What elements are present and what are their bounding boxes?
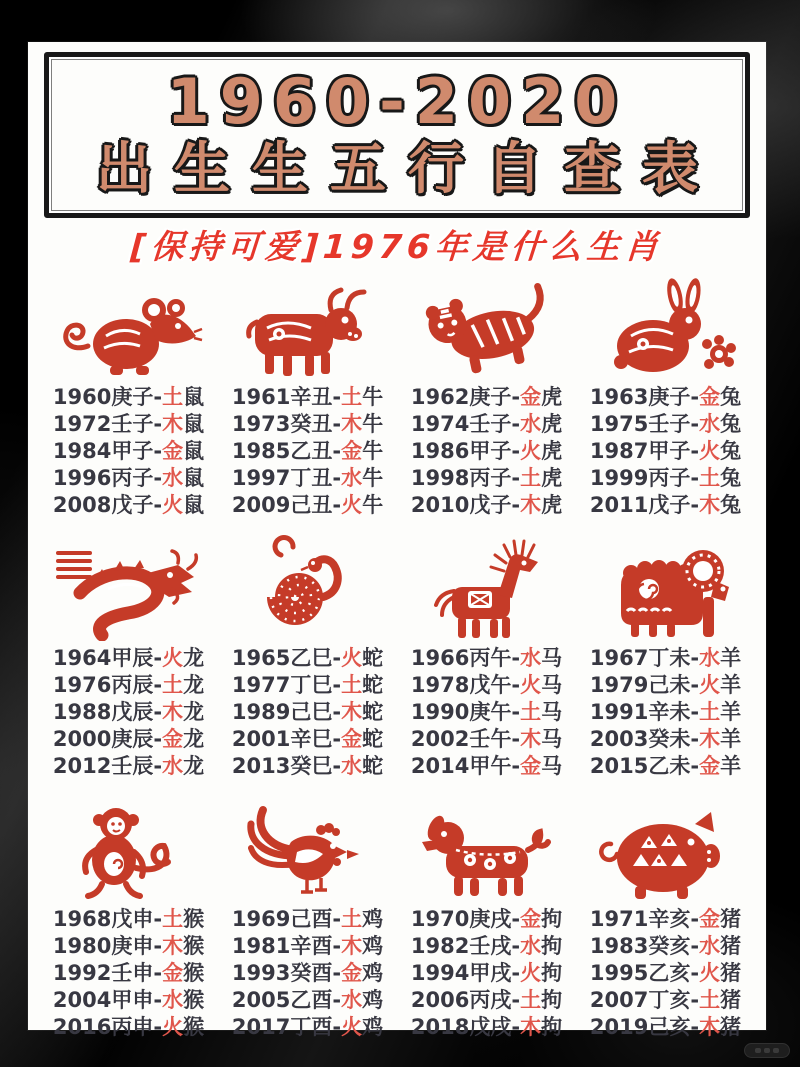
year-ganzhi-text: 2007丁亥-: [589, 988, 700, 1012]
animal-text: 蛇: [362, 673, 384, 697]
pig-icon-box: [579, 792, 752, 902]
subtitle: [保持可爱]1976年是什么生肖: [129, 227, 665, 266]
element-text: 金: [341, 727, 363, 751]
dragon-papercut-icon: [50, 535, 208, 641]
element-text: 土: [520, 988, 542, 1012]
zodiac-cell-horse: [400, 531, 573, 780]
element-text: 木: [520, 727, 542, 751]
year-element-line: [42, 933, 215, 960]
element-text: 金: [162, 439, 184, 463]
animal-text: 虎: [541, 439, 563, 463]
year-element-line: [42, 645, 215, 672]
animal-text: 牛: [362, 412, 384, 436]
year-element-line: [42, 753, 215, 780]
year-ganzhi-text: 1969己酉-: [231, 907, 342, 931]
animal-text: 马: [541, 754, 563, 778]
element-text: 火: [520, 439, 542, 463]
year-element-line: [400, 1014, 573, 1041]
animal-text: 猴: [183, 961, 205, 985]
year-ganzhi-text: 1977丁巳-: [231, 673, 342, 697]
year-ganzhi-text: 1967丁未-: [589, 646, 700, 670]
element-text: 火: [162, 1015, 184, 1039]
year-ganzhi-text: 2008戊子-: [52, 493, 163, 517]
element-text: 木: [341, 412, 363, 436]
zodiac-cell-monkey: [42, 792, 215, 1041]
zodiac-cell-tiger: [400, 270, 573, 519]
year-element-line: [400, 492, 573, 519]
element-text: 木: [520, 1015, 542, 1039]
animal-text: 兔: [720, 385, 742, 409]
poster-card: [28, 42, 766, 1039]
animal-text: 拘: [541, 988, 563, 1012]
year-ganzhi-text: 2009己丑-: [231, 493, 342, 517]
monkey-icon-box: [42, 792, 215, 902]
element-text: 火: [162, 646, 184, 670]
element-text: 火: [520, 961, 542, 985]
zodiac-cell-pig: [579, 792, 752, 1041]
zodiac-cell-snake: [221, 531, 394, 780]
element-text: 火: [520, 673, 542, 697]
animal-text: 兔: [720, 466, 742, 490]
zodiac-cell-dragon: [42, 531, 215, 780]
animal-text: 虎: [541, 493, 563, 517]
animal-text: 龙: [183, 700, 205, 724]
year-element-line: [221, 411, 394, 438]
year-ganzhi-text: 1982壬戌-: [410, 934, 521, 958]
element-text: 水: [162, 988, 184, 1012]
year-ganzhi-text: 1981辛酉-: [231, 934, 342, 958]
element-text: 木: [162, 934, 184, 958]
tiger-icon-box: [400, 270, 573, 380]
element-text: 木: [162, 700, 184, 724]
element-text: 水: [162, 754, 184, 778]
year-element-line: [400, 645, 573, 672]
year-ganzhi-text: 2003癸未-: [589, 727, 700, 751]
element-text: 木: [699, 493, 721, 517]
zodiac-cell-rooster: [221, 792, 394, 1041]
animal-text: 猪: [720, 961, 742, 985]
animal-text: 羊: [720, 700, 742, 724]
year-element-line: [400, 465, 573, 492]
year-element-line: [221, 438, 394, 465]
element-text: 金: [341, 439, 363, 463]
element-text: 土: [699, 988, 721, 1012]
animal-text: 鸡: [362, 961, 384, 985]
element-text: 土: [162, 673, 184, 697]
year-element-line: [579, 906, 752, 933]
element-text: 水: [520, 646, 542, 670]
element-text: 土: [162, 385, 184, 409]
year-ganzhi-text: 1968戊申-: [52, 907, 163, 931]
zodiac-grid: [42, 270, 752, 1041]
year-ganzhi-text: 1994甲戌-: [410, 961, 521, 985]
animal-text: 鼠: [183, 385, 205, 409]
watermark-pill: [744, 1043, 790, 1058]
dog-papercut-icon: [412, 796, 562, 902]
year-element-line: [579, 1014, 752, 1041]
snake-papercut-icon: [233, 535, 383, 641]
element-text: 土: [699, 700, 721, 724]
element-text: 金: [520, 754, 542, 778]
year-element-line: [42, 960, 215, 987]
year-element-line: [42, 1014, 215, 1041]
year-ganzhi-text: 1989己巳-: [231, 700, 342, 724]
element-text: 火: [699, 439, 721, 463]
element-text: 金: [699, 385, 721, 409]
animal-text: 兔: [720, 412, 742, 436]
snake-icon-box: [221, 531, 394, 641]
element-text: 木: [162, 412, 184, 436]
element-text: 金: [520, 907, 542, 931]
year-element-line: [579, 384, 752, 411]
year-ganzhi-text: 2015乙未-: [589, 754, 700, 778]
year-element-line: [42, 699, 215, 726]
animal-text: 虎: [541, 466, 563, 490]
element-text: 火: [341, 1015, 363, 1039]
year-element-line: [579, 411, 752, 438]
element-text: 土: [520, 466, 542, 490]
element-text: 土: [162, 907, 184, 931]
year-ganzhi-text: 1961辛丑-: [231, 385, 342, 409]
animal-text: 牛: [362, 493, 384, 517]
year-element-line: [579, 492, 752, 519]
year-element-line: [400, 726, 573, 753]
animal-text: 兔: [720, 493, 742, 517]
animal-text: 马: [541, 700, 563, 724]
page-title: 出生生五行自查表: [96, 137, 720, 202]
year-ganzhi-text: 1992壬申-: [52, 961, 163, 985]
element-text: 土: [699, 466, 721, 490]
animal-text: 拘: [541, 1015, 563, 1039]
animal-text: 羊: [720, 727, 742, 751]
element-text: 金: [520, 385, 542, 409]
element-text: 土: [341, 673, 363, 697]
element-text: 水: [520, 412, 542, 436]
year-element-line: [400, 438, 573, 465]
animal-text: 龙: [183, 646, 205, 670]
tiger-papercut-icon: [412, 274, 562, 380]
element-text: 水: [699, 412, 721, 436]
year-element-line: [221, 726, 394, 753]
title-years: 1960-2020: [166, 65, 628, 138]
animal-text: 龙: [183, 727, 205, 751]
year-element-line: [221, 960, 394, 987]
zodiac-cell-ox: [221, 270, 394, 519]
year-ganzhi-text: 2016丙申-: [52, 1015, 163, 1039]
animal-text: 拘: [541, 907, 563, 931]
horse-icon-box: [400, 531, 573, 641]
year-element-line: [400, 411, 573, 438]
animal-text: 羊: [720, 673, 742, 697]
animal-text: 猪: [720, 1015, 742, 1039]
animal-text: 马: [541, 727, 563, 751]
animal-text: 鸡: [362, 988, 384, 1012]
year-ganzhi-text: 1976丙辰-: [52, 673, 163, 697]
year-ganzhi-text: 1990庚午-: [410, 700, 521, 724]
year-element-line: [42, 438, 215, 465]
element-text: 水: [699, 934, 721, 958]
year-element-line: [579, 645, 752, 672]
year-element-line: [221, 987, 394, 1014]
year-ganzhi-text: 2006丙戌-: [410, 988, 521, 1012]
year-element-line: [400, 960, 573, 987]
year-ganzhi-text: 2000庚辰-: [52, 727, 163, 751]
animal-text: 鸡: [362, 1015, 384, 1039]
year-ganzhi-text: 2011戊子-: [589, 493, 700, 517]
animal-text: 龙: [183, 673, 205, 697]
year-element-line: [400, 987, 573, 1014]
year-element-line: [221, 645, 394, 672]
year-ganzhi-text: 2019己亥-: [589, 1015, 700, 1039]
element-text: 火: [699, 673, 721, 697]
animal-text: 虎: [541, 385, 563, 409]
year-ganzhi-text: 1979己未-: [589, 673, 700, 697]
year-ganzhi-text: 1995乙亥-: [589, 961, 700, 985]
year-ganzhi-text: 2002壬午-: [410, 727, 521, 751]
animal-text: 拘: [541, 934, 563, 958]
animal-text: 猪: [720, 988, 742, 1012]
year-ganzhi-text: 1974壬子-: [410, 412, 521, 436]
element-text: 金: [699, 907, 721, 931]
animal-text: 猴: [183, 934, 205, 958]
animal-text: 牛: [362, 466, 384, 490]
rat-papercut-icon: [54, 274, 204, 380]
year-element-line: [221, 492, 394, 519]
animal-text: 鼠: [183, 466, 205, 490]
rooster-papercut-icon: [233, 796, 383, 902]
year-ganzhi-text: 1965乙巳-: [231, 646, 342, 670]
year-element-line: [221, 384, 394, 411]
animal-text: 马: [541, 673, 563, 697]
year-element-line: [42, 726, 215, 753]
element-text: 水: [341, 754, 363, 778]
animal-text: 猴: [183, 988, 205, 1012]
year-element-line: [400, 672, 573, 699]
animal-text: 鼠: [183, 439, 205, 463]
rooster-icon-box: [221, 792, 394, 902]
element-text: 金: [162, 727, 184, 751]
element-text: 水: [341, 466, 363, 490]
animal-text: 蛇: [362, 646, 384, 670]
year-element-line: [221, 672, 394, 699]
year-element-line: [579, 699, 752, 726]
year-element-line: [579, 438, 752, 465]
element-text: 水: [520, 934, 542, 958]
animal-text: 鼠: [183, 493, 205, 517]
year-element-line: [221, 465, 394, 492]
year-element-line: [579, 672, 752, 699]
year-ganzhi-text: 1970庚戌-: [410, 907, 521, 931]
year-element-line: [400, 699, 573, 726]
year-ganzhi-text: 2001辛巳-: [231, 727, 342, 751]
year-ganzhi-text: 1972壬子-: [52, 412, 163, 436]
year-element-line: [221, 753, 394, 780]
year-ganzhi-text: 1980庚申-: [52, 934, 163, 958]
horse-papercut-icon: [412, 535, 562, 641]
zodiac-cell-dog: [400, 792, 573, 1041]
year-element-line: [221, 933, 394, 960]
animal-text: 羊: [720, 646, 742, 670]
year-ganzhi-text: 1986甲子-: [410, 439, 521, 463]
year-element-line: [400, 906, 573, 933]
animal-text: 猴: [183, 1015, 205, 1039]
year-element-line: [42, 411, 215, 438]
pig-papercut-icon: [591, 796, 741, 902]
zodiac-cell-rabbit: [579, 270, 752, 519]
element-text: 金: [162, 961, 184, 985]
element-text: 木: [699, 727, 721, 751]
year-ganzhi-text: 2012壬辰-: [52, 754, 163, 778]
year-element-line: [579, 987, 752, 1014]
animal-text: 鼠: [183, 412, 205, 436]
dragon-icon-box: [42, 531, 215, 641]
year-element-line: [221, 699, 394, 726]
year-element-line: [579, 465, 752, 492]
zodiac-cell-rat: [42, 270, 215, 519]
year-element-line: [42, 492, 215, 519]
year-ganzhi-text: 2017丁酉-: [231, 1015, 342, 1039]
element-text: 水: [341, 988, 363, 1012]
element-text: 木: [341, 934, 363, 958]
element-text: 火: [162, 493, 184, 517]
year-ganzhi-text: 1963庚子-: [589, 385, 700, 409]
year-ganzhi-text: 1996丙子-: [52, 466, 163, 490]
animal-text: 龙: [183, 754, 205, 778]
year-ganzhi-text: 1987甲子-: [589, 439, 700, 463]
element-text: 火: [341, 646, 363, 670]
year-ganzhi-text: 1971辛亥-: [589, 907, 700, 931]
year-element-line: [579, 960, 752, 987]
ox-icon-box: [221, 270, 394, 380]
year-ganzhi-text: 2005乙酉-: [231, 988, 342, 1012]
ox-papercut-icon: [233, 274, 383, 380]
year-ganzhi-text: 1997丁丑-: [231, 466, 342, 490]
zodiac-cell-goat: [579, 531, 752, 780]
year-ganzhi-text: 2014甲午-: [410, 754, 521, 778]
year-element-line: [42, 465, 215, 492]
year-ganzhi-text: 1962庚子-: [410, 385, 521, 409]
year-ganzhi-text: 1964甲辰-: [52, 646, 163, 670]
year-element-line: [221, 1014, 394, 1041]
animal-text: 蛇: [362, 754, 384, 778]
year-element-line: [42, 672, 215, 699]
element-text: 木: [699, 1015, 721, 1039]
year-ganzhi-text: 1983癸亥-: [589, 934, 700, 958]
year-ganzhi-text: 1985乙丑-: [231, 439, 342, 463]
year-ganzhi-text: 1998丙子-: [410, 466, 521, 490]
year-element-line: [42, 384, 215, 411]
year-element-line: [400, 753, 573, 780]
title-box: [44, 52, 750, 218]
rabbit-icon-box: [579, 270, 752, 380]
year-ganzhi-text: 1984甲子-: [52, 439, 163, 463]
animal-text: 牛: [362, 385, 384, 409]
year-element-line: [400, 933, 573, 960]
animal-text: 蛇: [362, 700, 384, 724]
year-element-line: [579, 726, 752, 753]
year-ganzhi-text: 2004甲申-: [52, 988, 163, 1012]
element-text: 水: [162, 466, 184, 490]
year-element-line: [579, 753, 752, 780]
animal-text: 鸡: [362, 907, 384, 931]
animal-text: 猪: [720, 907, 742, 931]
element-text: 土: [341, 385, 363, 409]
goat-icon-box: [579, 531, 752, 641]
dog-icon-box: [400, 792, 573, 902]
rabbit-papercut-icon: [591, 274, 741, 380]
animal-text: 蛇: [362, 727, 384, 751]
animal-text: 马: [541, 646, 563, 670]
year-element-line: [579, 933, 752, 960]
year-ganzhi-text: 1966丙午-: [410, 646, 521, 670]
year-ganzhi-text: 2018戊戌-: [410, 1015, 521, 1039]
year-ganzhi-text: 1991辛未-: [589, 700, 700, 724]
element-text: 水: [699, 646, 721, 670]
animal-text: 拘: [541, 961, 563, 985]
year-element-line: [221, 906, 394, 933]
animal-text: 鸡: [362, 934, 384, 958]
year-ganzhi-text: 2013癸巳-: [231, 754, 342, 778]
year-element-line: [400, 384, 573, 411]
element-text: 火: [341, 493, 363, 517]
element-text: 土: [341, 907, 363, 931]
monkey-papercut-icon: [54, 796, 204, 902]
element-text: 火: [699, 961, 721, 985]
animal-text: 牛: [362, 439, 384, 463]
animal-text: 虎: [541, 412, 563, 436]
goat-papercut-icon: [591, 535, 741, 641]
year-ganzhi-text: 1993癸酉-: [231, 961, 342, 985]
year-element-line: [42, 906, 215, 933]
year-element-line: [42, 987, 215, 1014]
animal-text: 兔: [720, 439, 742, 463]
year-ganzhi-text: 1973癸丑-: [231, 412, 342, 436]
animal-text: 猴: [183, 907, 205, 931]
year-ganzhi-text: 1960庚子-: [52, 385, 163, 409]
year-ganzhi-text: 1988戊辰-: [52, 700, 163, 724]
animal-text: 猪: [720, 934, 742, 958]
element-text: 木: [341, 700, 363, 724]
rat-icon-box: [42, 270, 215, 380]
year-ganzhi-text: 2010戊子-: [410, 493, 521, 517]
year-ganzhi-text: 1978戊午-: [410, 673, 521, 697]
year-ganzhi-text: 1975壬子-: [589, 412, 700, 436]
animal-text: 羊: [720, 754, 742, 778]
element-text: 金: [699, 754, 721, 778]
element-text: 土: [520, 700, 542, 724]
year-ganzhi-text: 1999丙子-: [589, 466, 700, 490]
element-text: 金: [341, 961, 363, 985]
element-text: 木: [520, 493, 542, 517]
